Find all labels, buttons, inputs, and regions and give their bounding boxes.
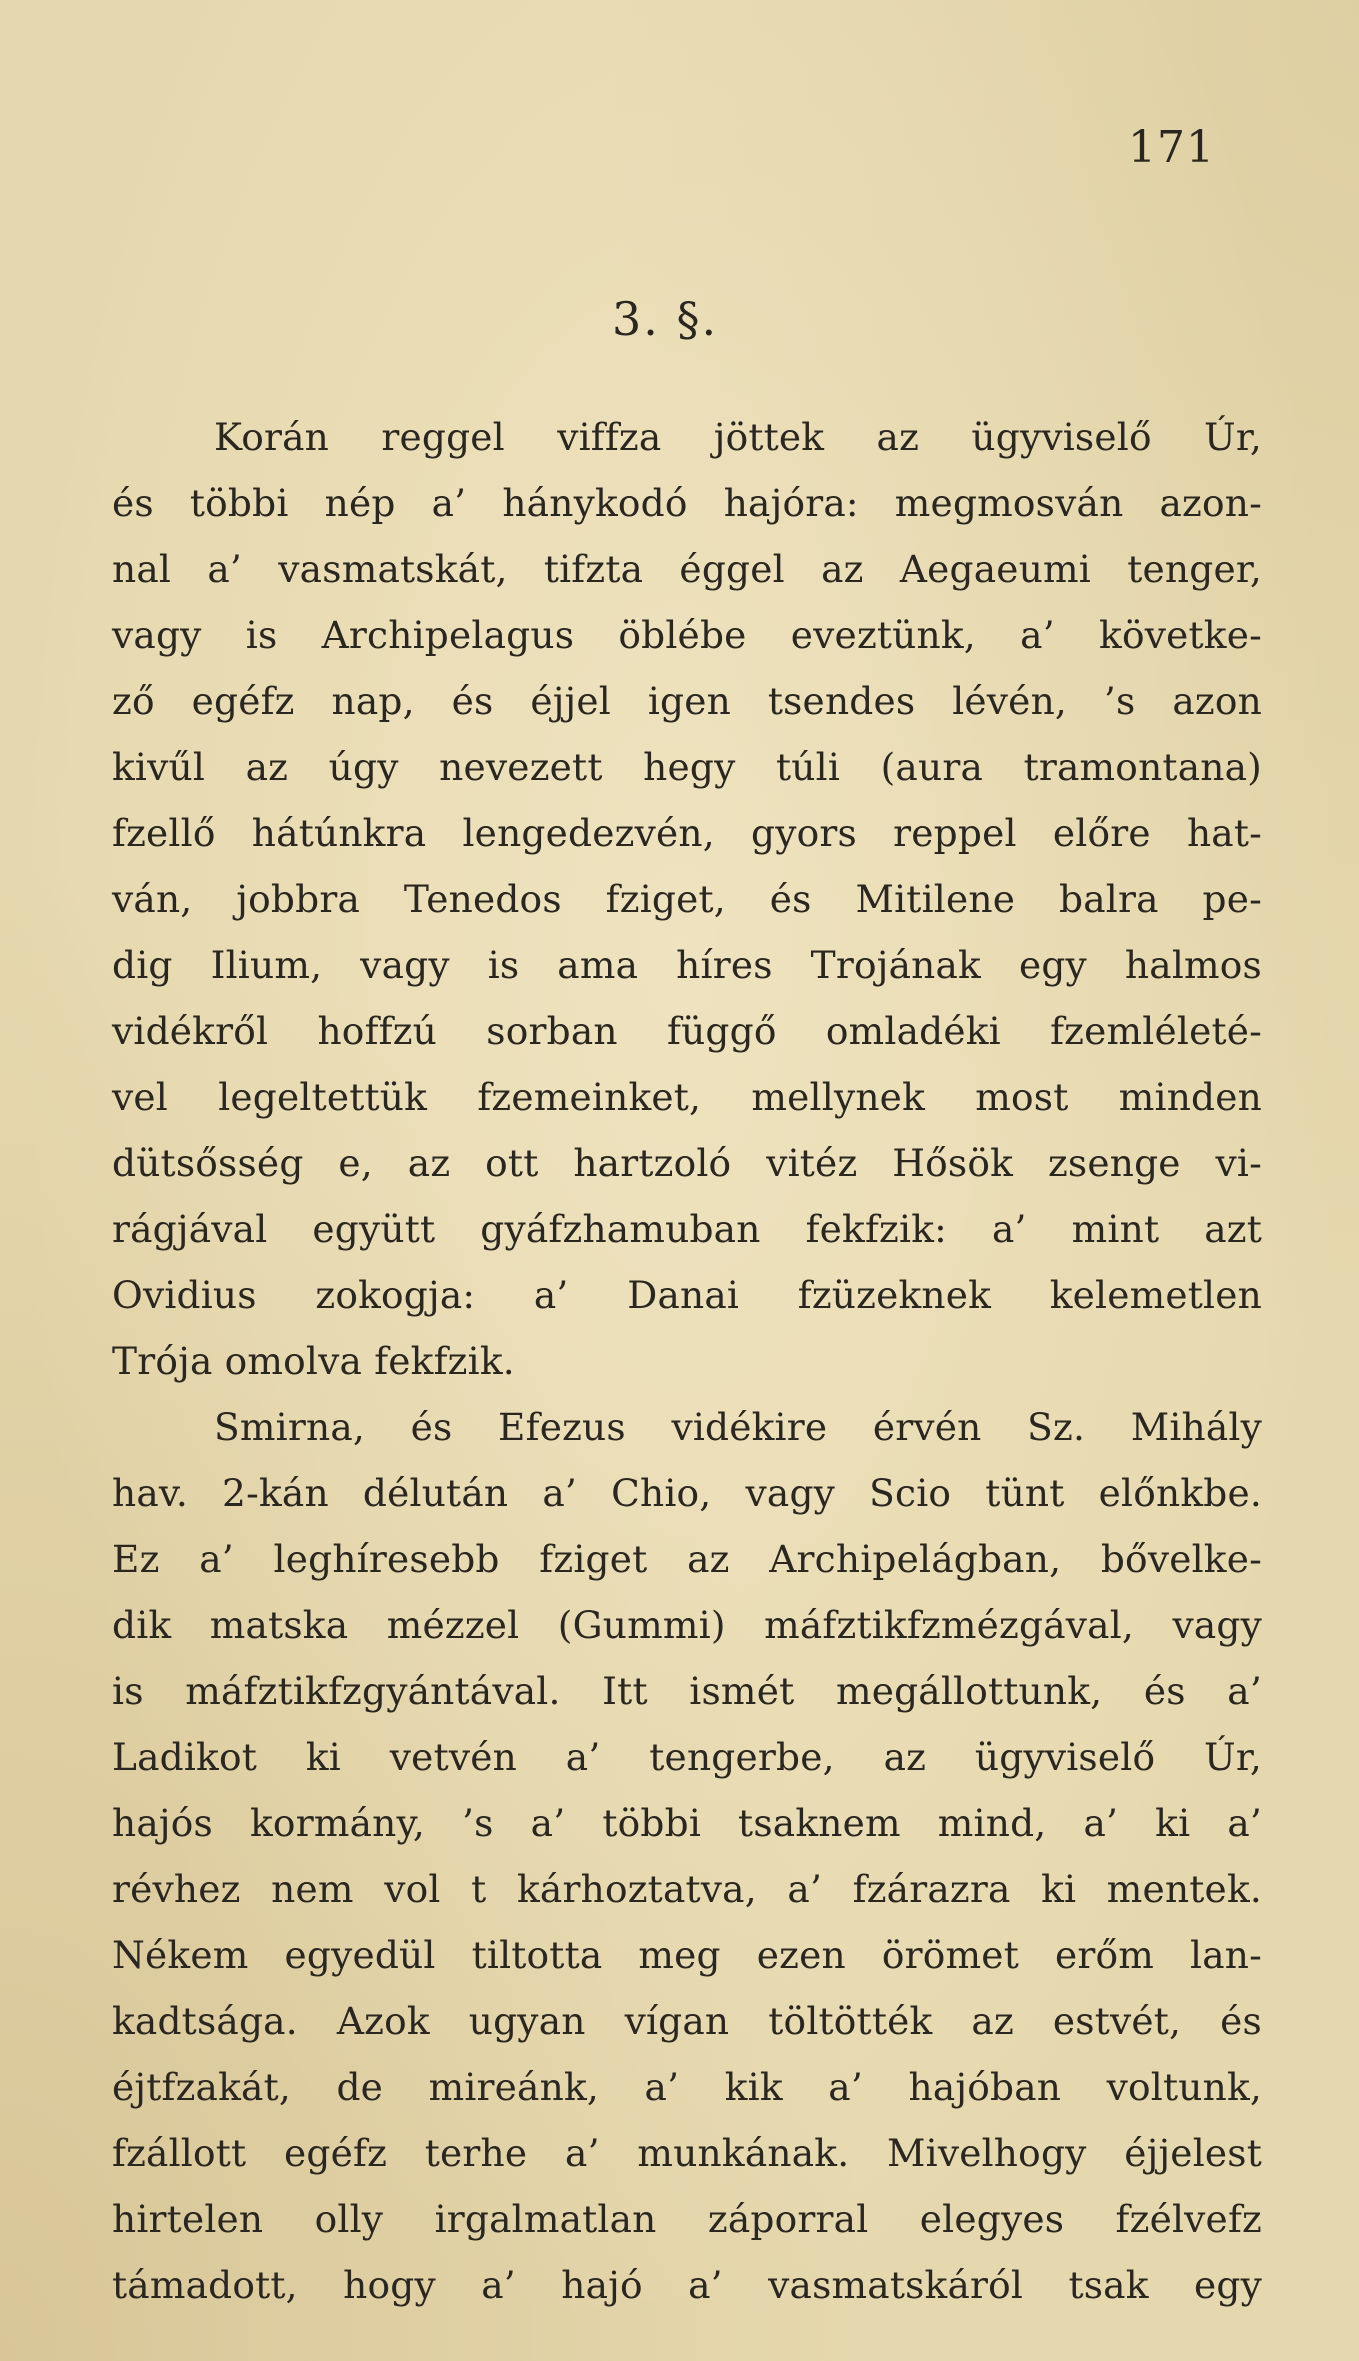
- text-line: ző egéfz nap, és éjjel igen tsendes lévén, ’s azon: [112, 679, 1262, 723]
- text-line: vagy is Archipelagus öblébe eveztünk, a’ követke-: [112, 613, 1262, 657]
- text-line: vidékről hoffzú sorban függő omladéki fzemléleté-: [112, 1009, 1262, 1053]
- section-heading: 3. §.: [612, 292, 719, 346]
- text-line: Smirna, és Efezus vidékire érvén Sz. Mihály: [214, 1405, 1262, 1449]
- text-line: dig Ilium, vagy is ama híres Trojának egy halmos: [112, 943, 1262, 987]
- page-number: 171: [1128, 122, 1215, 173]
- text-line: hirtelen olly irgalmatlan záporral elegyes fzélvefz: [112, 2197, 1262, 2241]
- text-line: éjtfzakát, de mireánk, a’ kik a’ hajóban voltunk,: [112, 2065, 1262, 2109]
- text-line: dütsősség e, az ott hartzoló vitéz Hősök zsenge vi-: [112, 1141, 1262, 1185]
- text-line: is máfztikfzgyántával. Itt ismét megállottunk, és a’: [112, 1669, 1262, 1713]
- text-line: nal a’ vasmatskát, tifzta éggel az Aegaeumi tenger,: [112, 547, 1262, 591]
- text-line: fzellő hátúnkra lengedezvén, gyors reppel előre hat-: [112, 811, 1262, 855]
- text-line: kadtsága. Azok ugyan vígan töltötték az estvét, és: [112, 1999, 1262, 2043]
- text-line: ván, jobbra Tenedos fziget, és Mitilene balra pe-: [112, 877, 1262, 921]
- text-line: hav. 2-kán délután a’ Chio, vagy Scio tünt előnkbe.: [112, 1471, 1262, 1515]
- text-line: fzállott egéfz terhe a’ munkának. Mivelhogy éjjelest: [112, 2131, 1262, 2175]
- text-line: Nékem egyedül tiltotta meg ezen örömet erőm lan-: [112, 1933, 1262, 1977]
- body-text: [112, 404, 1262, 2318]
- text-line: Korán reggel viffza jöttek az ügyviselő Úr,: [214, 415, 1262, 459]
- text-line: Ovidius zokogja: a’ Danai fzüzeknek kelemetlen: [112, 1273, 1262, 1317]
- text-line: révhez nem vol t kárhoztatva, a’ fzárazra ki mentek.: [112, 1867, 1262, 1911]
- text-line: és többi nép a’ hánykodó hajóra: megmosván azon-: [112, 481, 1262, 525]
- text-line: dik matska mézzel (Gummi) máfztikfzmézgával, vagy: [112, 1603, 1262, 1647]
- text-line: hajós kormány, ’s a’ többi tsaknem mind, a’ ki a’: [112, 1801, 1262, 1845]
- text-line: rágjával együtt gyáfzhamuban fekfzik: a’ mint azt: [112, 1207, 1262, 1251]
- text-line: Ez a’ leghíresebb fziget az Archipelágban, bővelke-: [112, 1537, 1262, 1581]
- text-line: Ladikot ki vetvén a’ tengerbe, az ügyviselő Úr,: [112, 1735, 1262, 1779]
- text-line: vel legeltettük fzemeinket, mellynek most minden: [112, 1075, 1262, 1119]
- text-line: támadott, hogy a’ hajó a’ vasmatskáról tsak egy: [112, 2263, 1262, 2307]
- text-line: Trója omolva fekfzik.: [112, 1339, 515, 1383]
- text-line: kivűl az úgy nevezett hegy túli (aura tramontana): [112, 745, 1262, 789]
